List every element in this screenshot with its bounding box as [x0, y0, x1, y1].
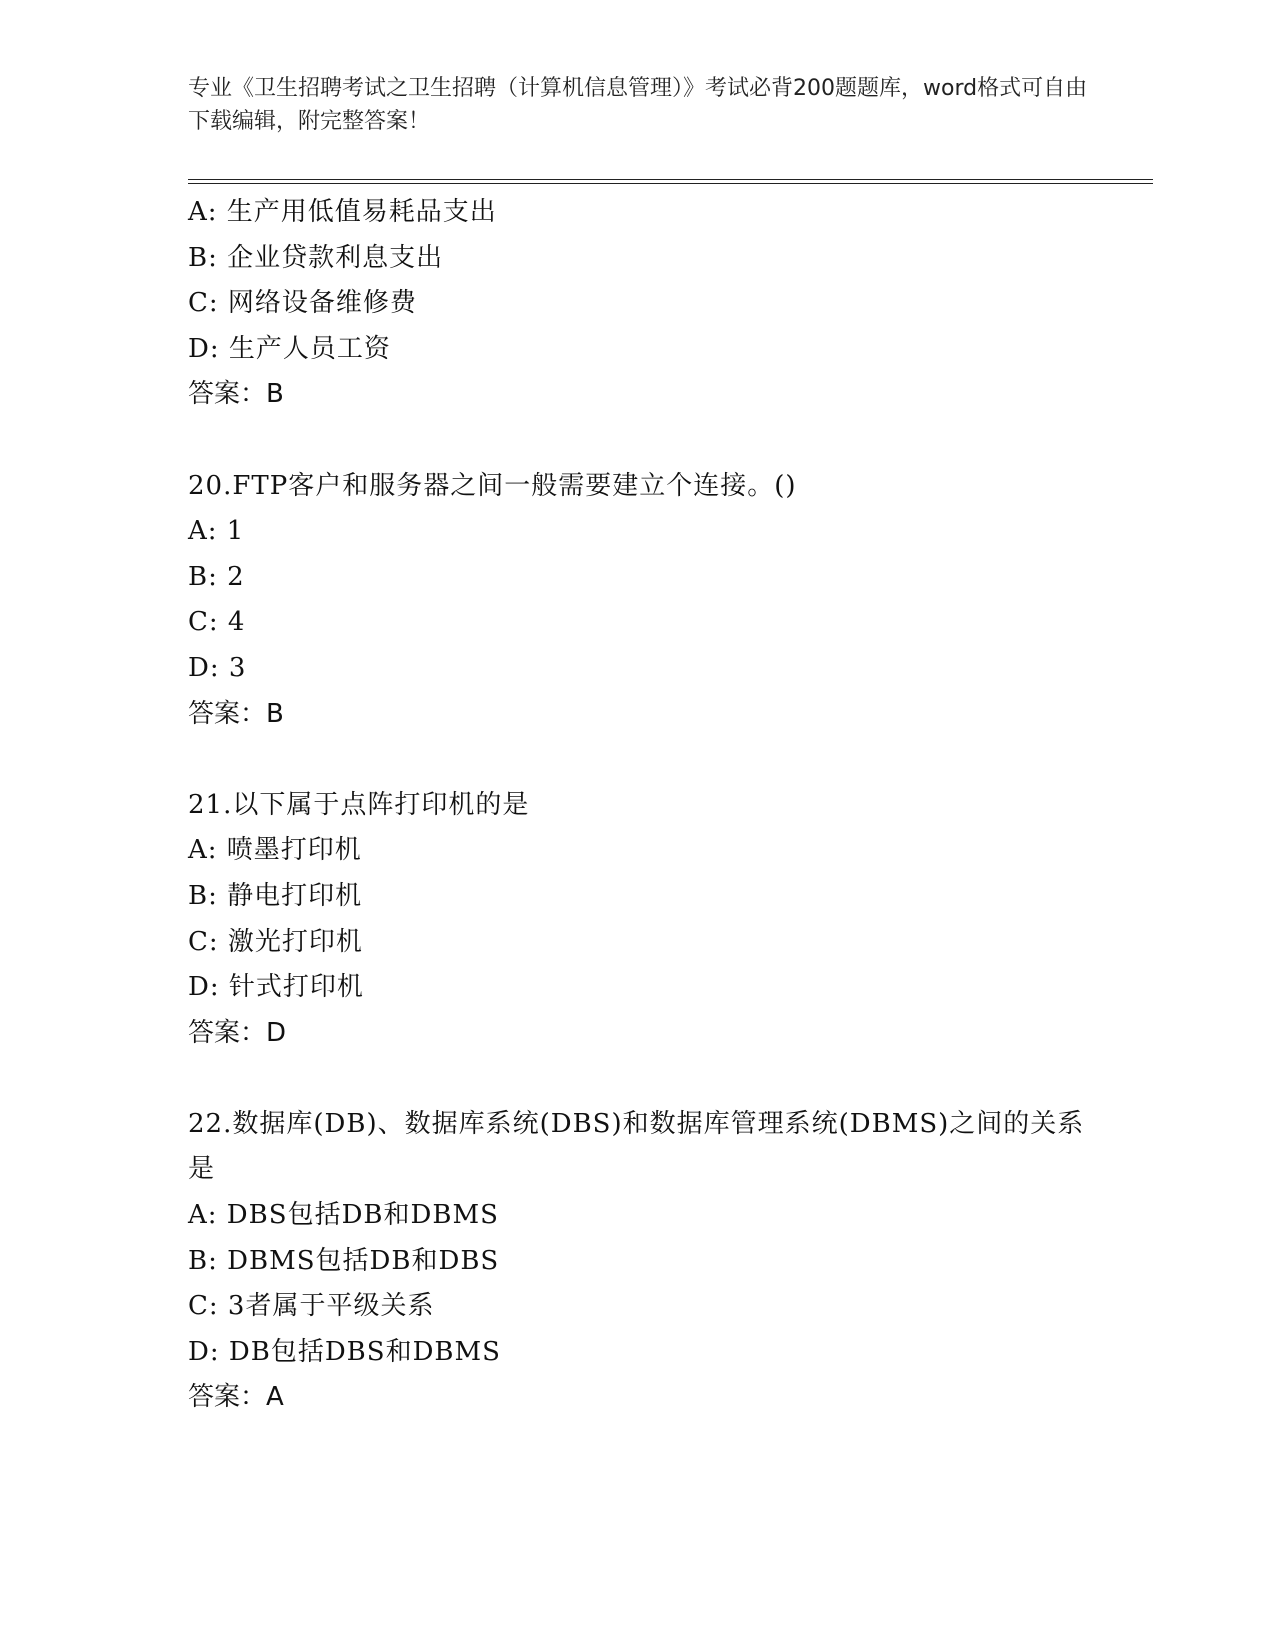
option-a: A: 生产用低值易耗品支出	[188, 197, 497, 227]
answer-line: 答案：B	[188, 379, 284, 410]
option-d: D: 3	[188, 652, 247, 683]
question-spacer	[188, 418, 1088, 464]
option-c: C: 4	[188, 607, 246, 638]
option-d: D: 针式打印机	[188, 972, 364, 1003]
answer-line: 答案：B	[188, 698, 284, 729]
question-spacer	[188, 737, 1088, 783]
question-block-21	[188, 783, 1088, 1057]
question-spacer	[188, 1056, 1088, 1102]
option-b: B: 2	[188, 561, 245, 592]
answer-line: 答案：A	[188, 1382, 284, 1413]
option-c: C: 3者属于平级关系	[188, 1291, 435, 1322]
option-c: C: 网络设备维修费	[188, 288, 417, 319]
option-a: A: DBS包括DB和DBMS	[188, 1200, 499, 1231]
option-b: B: 静电打印机	[188, 880, 363, 911]
question-stem: 22.数据库(DB)、数据库系统(DBS)和数据库管理系统(DBMS)之间的关系是	[188, 1108, 1085, 1185]
question-block-20	[188, 464, 1088, 738]
option-a: A: 喷墨打印机	[188, 835, 362, 866]
question-stem: 20.FTP客户和服务器之间一般需要建立个连接。()	[188, 470, 797, 501]
option-d: D: 生产人员工资	[188, 333, 391, 364]
option-b: B: 企业贷款利息支出	[188, 242, 444, 273]
option-d: D: DB包括DBS和DBMS	[188, 1336, 501, 1367]
option-c: C: 激光打印机	[188, 926, 363, 957]
question-block-22	[188, 1102, 1088, 1421]
option-a: A: 1	[188, 516, 245, 547]
question-block-partial	[188, 190, 1088, 418]
header-divider	[188, 179, 1153, 184]
question-list	[188, 190, 1088, 1421]
option-b: B: DBMS包括DB和DBS	[188, 1245, 500, 1276]
answer-line: 答案：D	[188, 1017, 287, 1048]
question-stem: 21.以下属于点阵打印机的是	[188, 789, 530, 820]
document-header: 专业《卫生招聘考试之卫生招聘（计算机信息管理）》考试必背200题题库，word格式可自由下载编辑，附完整答案！	[188, 76, 1088, 134]
